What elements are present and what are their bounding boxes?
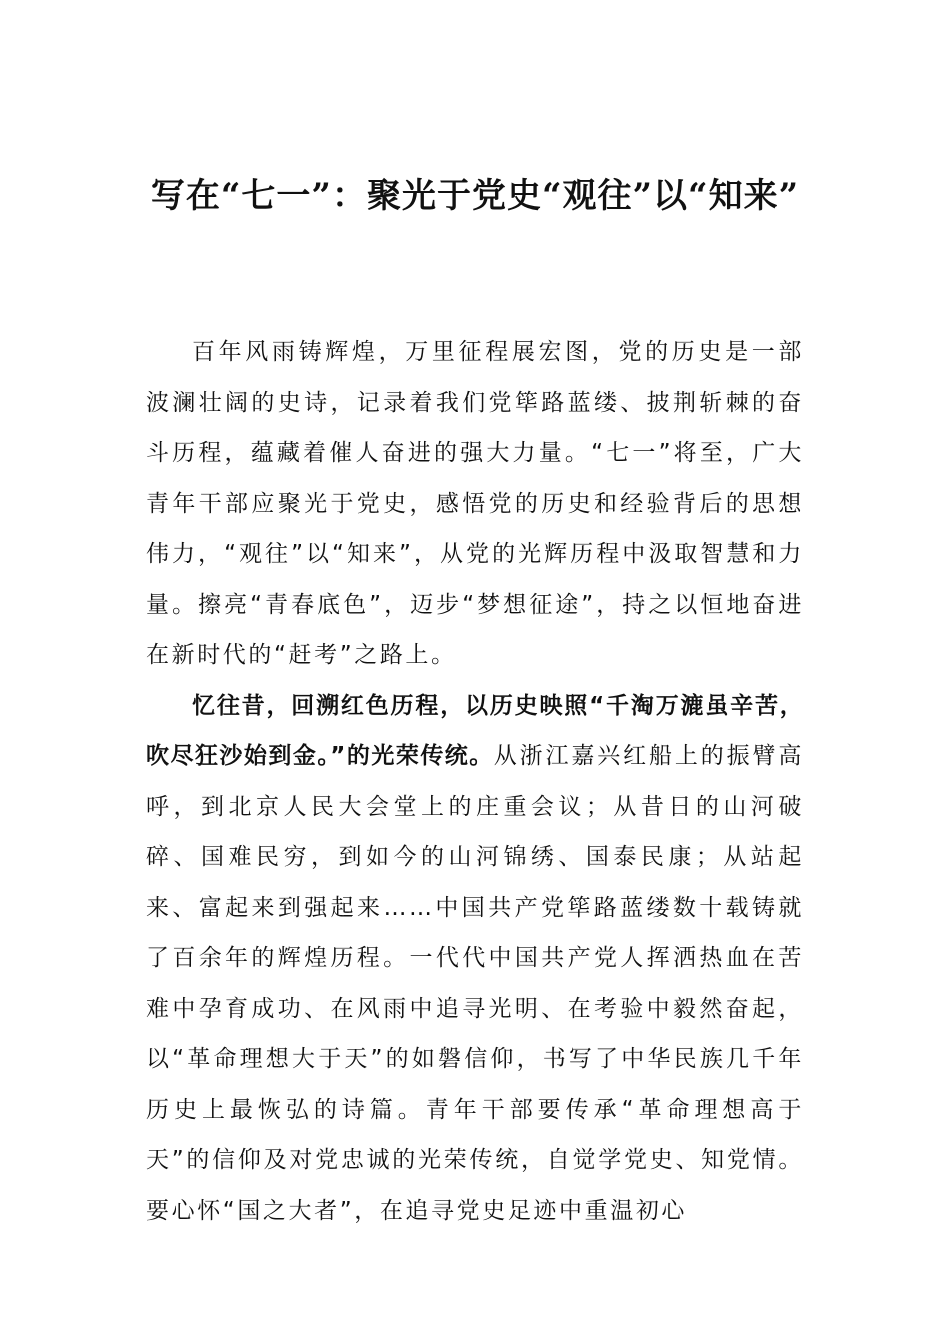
paragraph-1-text: 百年风雨铸辉煌，万里征程展宏图，党的历史是一部波澜壮阔的史诗，记录着我们党筚路蓝缕、披荆斩棘的奋斗历程，蕴藏着催人奋进的强大力量。“七一”将至，广大青年干部应聚光于党史，感悟党的历史和经验背后的思想伟力，“观往”以“知来”，从党的光辉历程中汲取智慧和力量。擦亮“青春底色”，迈步“梦想征途”，持之以恒地奋进在新时代的“赶考”之路上。	[146, 339, 804, 668]
document-title: 写在“七一”：聚光于党史“观往”以“知来”	[150, 176, 800, 216]
document-body	[146, 327, 804, 1236]
paragraph-1	[146, 327, 804, 681]
paragraph-2-text: 从浙江嘉兴红船上的振臂高呼，到北京人民大会堂上的庄重会议；从昔日的山河破碎、国难民穷，到如今的山河锦绣、国泰民康；从站起来、富起来到强起来……中国共产党筚路蓝缕数十载铸就了百余年的辉煌历程。一代代中国共产党人挥洒热血在苦难中孕育成功、在风雨中追寻光明、在考验中毅然奋起，以“革命理想大于天”的如磐信仰，书写了中华民族几千年历史上最恢弘的诗篇。青年干部要传承“革命理想高于天”的信仰及对党忠诚的光荣传统，自觉学党史、知党情。要心怀“国之大者”，在追寻党史足迹中重温初心	[146, 743, 804, 1224]
paragraph-2-lead: 忆往昔，回溯红色历程，以历史映照“千淘万漉虽辛苦，吹尽狂沙始到金。”的光荣传统。	[146, 692, 804, 769]
paragraph-2	[146, 681, 804, 1237]
